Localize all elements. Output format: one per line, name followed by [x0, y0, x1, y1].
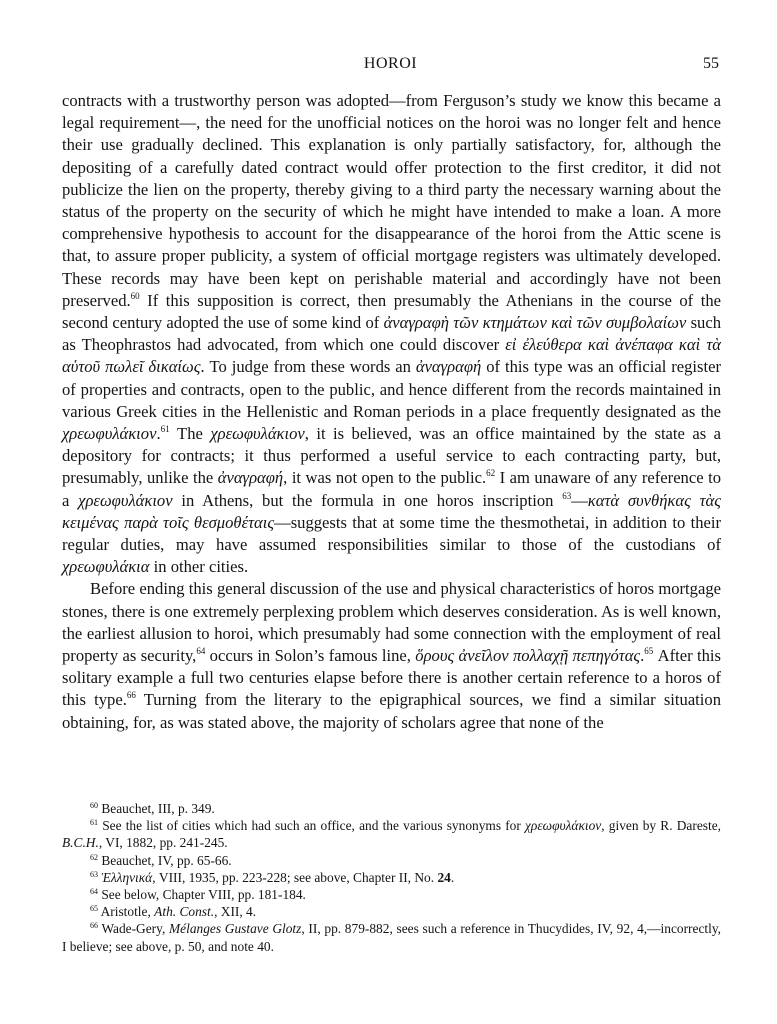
greek-phrase: χρεωφυλάκιον — [62, 424, 157, 444]
text-run: The — [169, 424, 211, 444]
footnote-number: 65 — [90, 904, 98, 914]
text-run: —suggests that at some time the thesmothetai, in addition to their regular duties, may have assumed responsibilities similar to those of the custodians of — [62, 512, 721, 555]
text-run: , it was not open to the public. — [283, 468, 487, 488]
paragraph — [62, 578, 721, 733]
greek-phrase: χρεωφυλάκιον — [78, 490, 173, 510]
footnote — [62, 920, 721, 954]
text-run: in other cities. — [149, 557, 249, 577]
work-title: Mélanges Gustave Glotz — [169, 921, 302, 937]
text-run: I am unaware of any reference to a — [62, 468, 721, 510]
footnote-text: , VI, 1882, pp. 241-245. — [98, 835, 228, 851]
journal-title: B.C.H. — [62, 835, 99, 851]
footnote-ref: 63 — [562, 490, 572, 501]
footnote-ref: 61 — [160, 424, 170, 435]
text-run: . — [640, 646, 645, 666]
footnote-ref: 65 — [644, 646, 654, 657]
footnote — [62, 852, 721, 869]
greek-phrase: κατὰ συνθήκας τὰς κειμένας παρὰ τοῖς θεσμοθέταις — [62, 490, 721, 532]
footnote-number: 66 — [90, 921, 98, 931]
footnote-number: 63 — [90, 869, 98, 879]
footnote-text: Beauchet, III, p. 349. — [101, 801, 215, 816]
text-run: After this solitary example a full two centuries elapse before there is another certain reference to a horos of this type. — [62, 646, 721, 710]
text-run: . To judge from these words an — [200, 357, 416, 377]
text-run: , it is believed, was an office maintained by the state as a depository for contracts; it thus performed a useful service to each contracting party, but, presumably, unlike the — [62, 424, 721, 488]
footnote-number: 62 — [90, 852, 98, 862]
greek-phrase: ἀναγραφή — [415, 357, 482, 377]
text-run: — — [571, 490, 588, 510]
footnote — [62, 903, 721, 920]
footnote-number: 61 — [90, 818, 98, 828]
text-run: of this type was an official register of properties and contracts, open to the public, and hence different from the records maintained in various Greek cities in the Hellenistic and Roman periods in a place frequently designated as the — [62, 357, 721, 421]
greek-phrase: χρεωφυλάκιον — [525, 818, 602, 834]
footnote-text: Beauchet, IV, pp. 65-66. — [101, 852, 232, 868]
footnote-text: See the list of cities which had such an office, and the various synonyms for — [102, 818, 526, 834]
footnote-text: . — [450, 869, 455, 885]
greek-phrase: εἰ ἐλεύθερα καὶ ἀνέπαφα καὶ τὰ αὑτοῦ πωλεῖ δικαίως — [62, 335, 721, 377]
running-title: HOROI — [363, 55, 418, 72]
text-run: If this supposition is correct, then presumably the Athenians in the course of the second century adopted the use of some kind of — [62, 290, 721, 333]
text-run: . — [156, 424, 161, 444]
text-run: contracts with a trustworthy person was adopted—from Ferguson’s study we know this became a legal requirement—, the need for the unofficial notices on the horoi was no longer felt and hence their use gradually declined. This explanation is only partially satisfactory, for, although the depositing of a carefully dated contract would offer protection to the first creditor, it did not publicize the lien on the property, thereby giving to a third party the necessary warning about the status of the property on the security of which he might have intended to make a loan. A more comprehensive hypothesis to account for the disappearance of the horoi from the Attic scene is that, to assure proper publicity, a system of official mortgage registers was ultimately developed. These records may have been kept on perishable material and accordingly have not been preserved. — [62, 91, 721, 310]
footnote-text: , II, pp. 879-882, sees such a reference in Thucydides, IV, 92, 4,—incorrectly, I believe; see above, p. 50, and note 40. — [62, 921, 722, 954]
footnote-ref: 60 — [130, 290, 140, 301]
footnote-ref: 62 — [486, 468, 496, 479]
work-title: Ath. Const. — [154, 904, 215, 920]
greek-phrase: ἀναγραφή — [217, 468, 284, 488]
text-run: such as Theophrastos had advocated, from which one could discover — [62, 313, 721, 355]
footnote — [62, 817, 721, 851]
text-run: occurs in Solon’s famous line, — [205, 646, 416, 666]
greek-phrase: χρεωφυλάκια — [62, 557, 150, 577]
paragraph — [62, 90, 721, 578]
running-header — [62, 55, 719, 77]
text-run: Before ending this general discussion of the use and physical characteristics of horos mortgage stones, there is one extremely perplexing problem which deserves consideration. As is well known, the earliest allusion to horoi, which presumably had some connection with the employment of real property as security, — [62, 579, 721, 666]
page-number: 55 — [703, 55, 719, 72]
text-run: Turning from the literary to the epigraphical sources, we find a similar situation obtaining, for, as was stated above, the majority of scholars agree that none of the — [62, 690, 721, 732]
footnote-number: 64 — [90, 887, 98, 897]
inscription-number: 24 — [437, 869, 451, 885]
journal-title: Ἑλληνικά — [101, 869, 153, 885]
footnote-text: See below, Chapter VIII, pp. 181-184. — [101, 887, 306, 903]
footnote-text: , given by R. Dareste, — [601, 818, 721, 834]
footnote-ref: 66 — [126, 690, 136, 701]
footnote-ref: 64 — [196, 646, 206, 657]
greek-phrase: ἀναγραφὴ τῶν κτημάτων καὶ τῶν συμβολαίων — [383, 313, 687, 333]
footnote — [62, 869, 721, 886]
greek-phrase: χρεωφυλάκιον — [210, 424, 305, 444]
footnote — [62, 800, 721, 817]
footnote — [62, 886, 721, 903]
footnote-text: Aristotle, — [100, 904, 155, 920]
footnotes — [62, 800, 721, 955]
greek-phrase: ὅρους ἀνεῖλον πολλαχῇ πεπηγότας — [415, 646, 641, 666]
main-text — [62, 90, 721, 734]
footnote-text: , XII, 4. — [214, 904, 257, 920]
text-run: in Athens, but the formula in one horos inscription — [172, 490, 563, 510]
footnote-number: 60 — [90, 801, 98, 810]
footnote-text: Wade-Gery, — [101, 921, 170, 937]
footnote-text: , VIII, 1935, pp. 223-228; see above, Chapter II, No. — [152, 869, 438, 885]
